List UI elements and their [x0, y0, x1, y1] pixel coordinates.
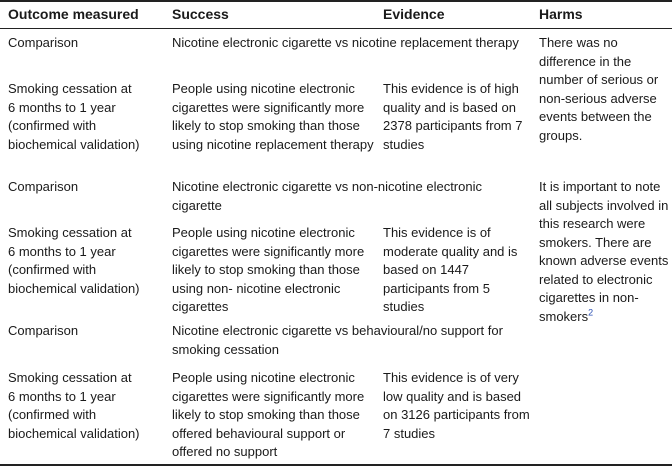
evidence-cell: This evidence is of moderate quality and is based on 1447 participants from 5 studies — [383, 225, 518, 314]
outcome-cell: Smoking cessation at 6 months to 1 year (confirmed with biochemical validation) — [8, 370, 140, 441]
comparison-label: Comparison — [8, 35, 79, 50]
evidence-cell: This evidence is of high quality and is based on 2378 participants from 7 studies — [383, 81, 523, 152]
header-rule — [0, 28, 672, 29]
harms-note-no-difference: There was no difference in the number of serious or non-serious adverse events between the groups. — [539, 35, 659, 143]
evidence-cell: This evidence is of very low quality and is based on 3126 participants from 7 studies — [383, 370, 530, 441]
header-outcome: Outcome measured — [8, 6, 139, 22]
outcome-cell: Smoking cessation at 6 months to 1 year (confirmed with biochemical validation) — [8, 225, 140, 296]
header-harms: Harms — [539, 6, 583, 22]
header-evidence: Evidence — [383, 6, 445, 22]
success-cell: People using nicotine electronic cigarettes were significantly more likely to stop smoking than those using nicotine replacement therapy — [172, 81, 374, 152]
reference-link[interactable]: 2 — [588, 307, 594, 318]
comparison-text: Nicotine electronic cigarette vs non-nicotine electronic cigarette — [172, 179, 482, 213]
harms-note-non-smokers-text: It is important to note all subjects involved in this research were smokers. There are known adverse events related to electronic cigarettes in non-smokers — [539, 179, 669, 324]
comparison-label: Comparison — [8, 323, 79, 338]
comparison-text: Nicotine electronic cigarette vs nicotine replacement therapy — [172, 35, 519, 50]
comparison-text: Nicotine electronic cigarette vs behavioural/no support for smoking cessation — [172, 323, 503, 357]
success-cell: People using nicotine electronic cigarettes were significantly more likely to stop smoking than those offered behavioural support or offered no support — [172, 370, 365, 459]
outcome-cell: Smoking cessation at 6 months to 1 year (confirmed with biochemical validation) — [8, 81, 140, 152]
header-success: Success — [172, 6, 229, 22]
success-cell: People using nicotine electronic cigarettes were significantly more likely to stop smoking than those using non- nicotine electronic cigarettes — [172, 225, 365, 314]
comparison-label: Comparison — [8, 179, 79, 194]
harms-note-non-smokers — [539, 178, 669, 326]
table-bottom-rule — [0, 464, 672, 466]
table-top-rule — [0, 0, 672, 2]
